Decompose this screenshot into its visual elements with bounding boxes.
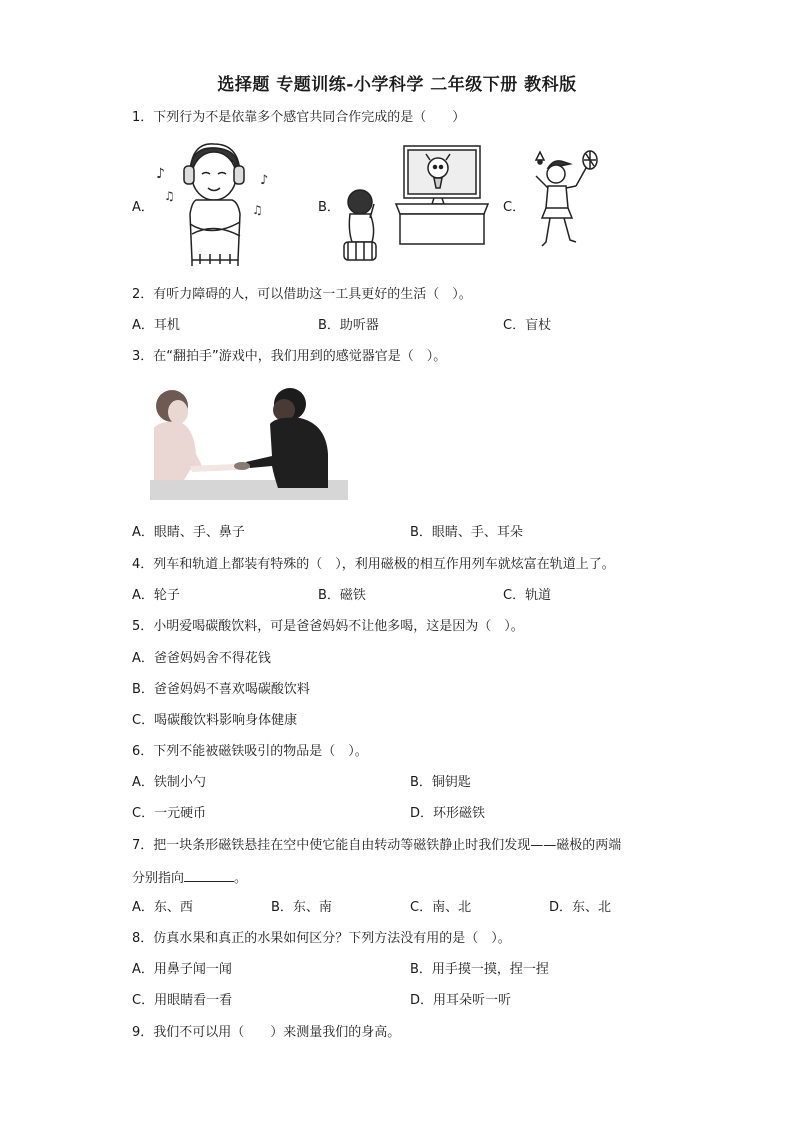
q4-option-b: B．磁铁 xyxy=(318,588,366,603)
question-2: 2．有听力障碍的人，可以借助这一工具更好的生活（ ）。 xyxy=(132,287,472,302)
q2-option-b: B．助听器 xyxy=(318,318,379,333)
q5-option-a: A．爸爸妈妈舍不得花钱 xyxy=(132,651,271,666)
question-3: 3．在“翻拍手”游戏中，我们用到的感觉器官是（ ）。 xyxy=(132,349,447,364)
svg-text:♪: ♪ xyxy=(260,173,269,188)
svg-text:♫: ♫ xyxy=(164,189,175,203)
question-9: 9．我们不可以用（ ）来测量我们的身高。 xyxy=(132,1025,401,1040)
question-7: 7．把一块条形磁铁悬挂在空中使它能自由转动等磁铁静止时我们发现——磁极的两端 xyxy=(132,838,622,853)
q2-option-a: A．耳机 xyxy=(132,318,180,333)
q4-option-c: C．轨道 xyxy=(503,588,552,603)
q5-option-c: C．喝碳酸饮料影响身体健康 xyxy=(132,713,298,728)
q1-option-a-label: A． xyxy=(132,200,154,215)
question-7-continuation xyxy=(132,869,247,887)
q8-option-b: B．用手摸一摸，捏一捏 xyxy=(410,962,549,977)
q1-option-b-label: B． xyxy=(318,200,340,215)
question-4: 4．列车和轨道上都装有特殊的（ ），利用磁极的相互作用列车就炫富在轨道上了。 xyxy=(132,557,615,572)
question-5: 5．小明爱喝碳酸饮料，可是爸爸妈妈不让他多喝，这是因为（ ）。 xyxy=(132,619,524,634)
q6-option-a: A．铁制小勺 xyxy=(132,775,206,790)
q8-option-d: D．用耳朵听一听 xyxy=(410,993,512,1008)
question-6: 6．下列不能被磁铁吸引的物品是（ ）。 xyxy=(132,744,368,759)
boy-with-headphones-image xyxy=(152,142,278,266)
q7-option-c: C．南、北 xyxy=(410,900,472,915)
question-8: 8．仿真水果和真正的水果如何区分？下列方法没有用的是（ ）。 xyxy=(132,931,511,946)
q3-option-b: B．眼睛、手、耳朵 xyxy=(410,525,523,540)
q7-option-b: B．东、南 xyxy=(271,900,332,915)
q8-option-c: C．用眼睛看一看 xyxy=(132,993,233,1008)
q5-option-b: B．爸爸妈妈不喜欢喝碳酸饮料 xyxy=(132,682,310,697)
question-7-line2: 分别指向 xyxy=(132,871,185,886)
q1-option-c-label: C． xyxy=(503,200,526,215)
clapping-game-photo xyxy=(150,384,348,500)
question-7-period: 。 xyxy=(234,871,248,886)
svg-text:♪: ♪ xyxy=(156,166,165,182)
q6-option-d: D．环形磁铁 xyxy=(410,806,486,821)
q3-option-a: A．眼睛、手、鼻子 xyxy=(132,525,245,540)
q6-option-b: B．铜钥匙 xyxy=(410,775,471,790)
girl-playing-badminton-image xyxy=(524,146,600,256)
question-1: 1．下列行为不是依靠多个感官共同合作完成的是（ ） xyxy=(132,110,466,125)
page-title: 选择题 专题训练-小学科学 二年级下册 教科版 xyxy=(217,75,577,95)
q8-option-a: A．用鼻子闻一闻 xyxy=(132,962,232,977)
q6-option-c: C．一元硬币 xyxy=(132,806,207,821)
child-watching-tv-image xyxy=(338,142,490,266)
q7-option-d: D．东、北 xyxy=(549,900,612,915)
q7-option-a: A．东、西 xyxy=(132,900,193,915)
q4-option-a: A．轮子 xyxy=(132,588,180,603)
svg-text:♫: ♫ xyxy=(252,203,263,217)
answer-blank xyxy=(184,869,234,882)
q2-option-c: C．盲杖 xyxy=(503,318,552,333)
